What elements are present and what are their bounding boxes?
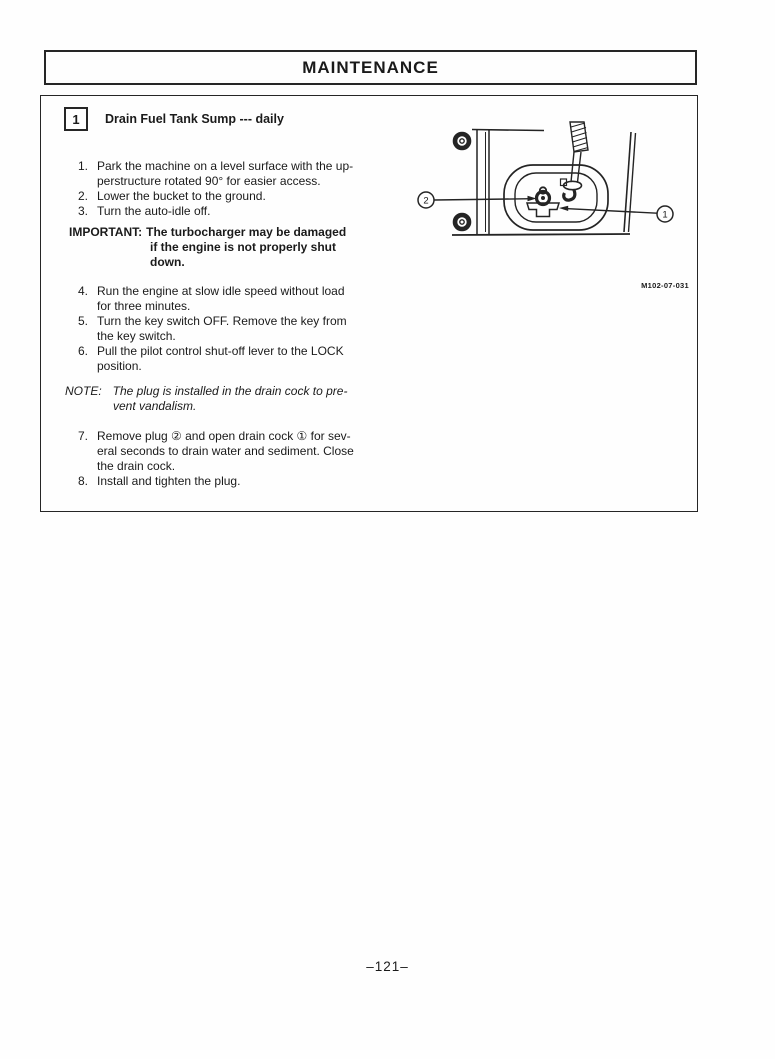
- header-box: [44, 50, 697, 85]
- page-title: MAINTENANCE: [302, 57, 439, 77]
- note-line: vent vandalism.: [113, 399, 197, 413]
- drain-cock-group: [527, 187, 559, 216]
- step-number: 1.: [78, 159, 89, 173]
- step-line: Lower the bucket to the ground.: [97, 189, 266, 203]
- step-3: [78, 204, 210, 219]
- important-line: The turbocharger may be damaged: [146, 225, 347, 239]
- access-opening-outer: [504, 165, 608, 230]
- callout-1-label: 1: [662, 209, 668, 221]
- step-text: [97, 204, 210, 219]
- hose-nozzle: [564, 190, 575, 200]
- step-line: Turn the key switch OFF. Remove the key from: [97, 314, 347, 328]
- step-text: [97, 159, 353, 189]
- panel-top-edge: [472, 130, 544, 131]
- important-paragraph: [69, 225, 346, 270]
- step-text: [97, 189, 266, 204]
- step-line: Park the machine on a level surface with the up-: [97, 159, 354, 173]
- step-6: [78, 344, 344, 374]
- figure-illustration: [413, 110, 678, 245]
- step-line: Remove plug ② and open drain cock ① for sev-: [97, 429, 351, 443]
- step-text: [97, 344, 344, 374]
- callout-1: [559, 206, 673, 222]
- step-line: Run the engine at slow idle speed without load: [97, 284, 345, 298]
- step-number: 2.: [78, 189, 89, 203]
- note-label: NOTE:: [65, 384, 102, 398]
- step-line: Install and tighten the plug.: [97, 474, 241, 488]
- step-line: for three minutes.: [97, 299, 191, 313]
- access-opening-inner: [515, 173, 597, 222]
- important-line: if the engine is not properly shut: [150, 240, 337, 254]
- arrowhead-icon: [559, 206, 568, 211]
- step-line: Pull the pilot control shut-off lever to the LOCK: [97, 344, 344, 358]
- step-number: 8.: [78, 474, 89, 488]
- figure-caption: M102-07-031: [641, 281, 689, 290]
- step-line: position.: [97, 359, 142, 373]
- drain-hose: [561, 122, 589, 200]
- step-number: 6.: [78, 344, 89, 358]
- step-text: [97, 314, 347, 344]
- step-text: [97, 284, 345, 314]
- step-line: perstructure rotated 90° for easier access.: [97, 174, 321, 188]
- step-text: [97, 429, 354, 474]
- step-2: [78, 189, 266, 204]
- important-line: down.: [150, 255, 185, 269]
- step-number: 3.: [78, 204, 89, 218]
- step-7: [78, 429, 354, 474]
- right-frame-band: [624, 132, 636, 232]
- section-number: 1: [72, 111, 80, 127]
- note-paragraph: [65, 384, 347, 414]
- bolt-icon: [455, 215, 469, 229]
- step-5: [78, 314, 347, 344]
- step-line: the key switch.: [97, 329, 176, 343]
- step-number: 4.: [78, 284, 89, 298]
- note-line: The plug is installed in the drain cock to pre-: [112, 384, 348, 398]
- page-number: –121–: [366, 959, 409, 974]
- step-line: the drain cock.: [97, 459, 176, 473]
- step-number: 7.: [78, 429, 89, 443]
- step-line: Turn the auto-idle off.: [97, 204, 211, 218]
- step-text: [97, 474, 240, 489]
- step-8: [78, 474, 240, 489]
- section-number-box: [64, 107, 88, 131]
- step-line: eral seconds to drain water and sediment. Close: [97, 444, 354, 458]
- panel-bottom-edge: [452, 234, 630, 235]
- step-1: [78, 159, 353, 189]
- left-frame-band: [477, 130, 489, 235]
- callout-2-label: 2: [423, 195, 429, 207]
- section-title: Drain Fuel Tank Sump --- daily: [105, 112, 284, 126]
- bolt-icon: [455, 134, 469, 148]
- step-4: [78, 284, 345, 314]
- step-number: 5.: [78, 314, 89, 328]
- important-label: IMPORTANT:: [69, 225, 143, 239]
